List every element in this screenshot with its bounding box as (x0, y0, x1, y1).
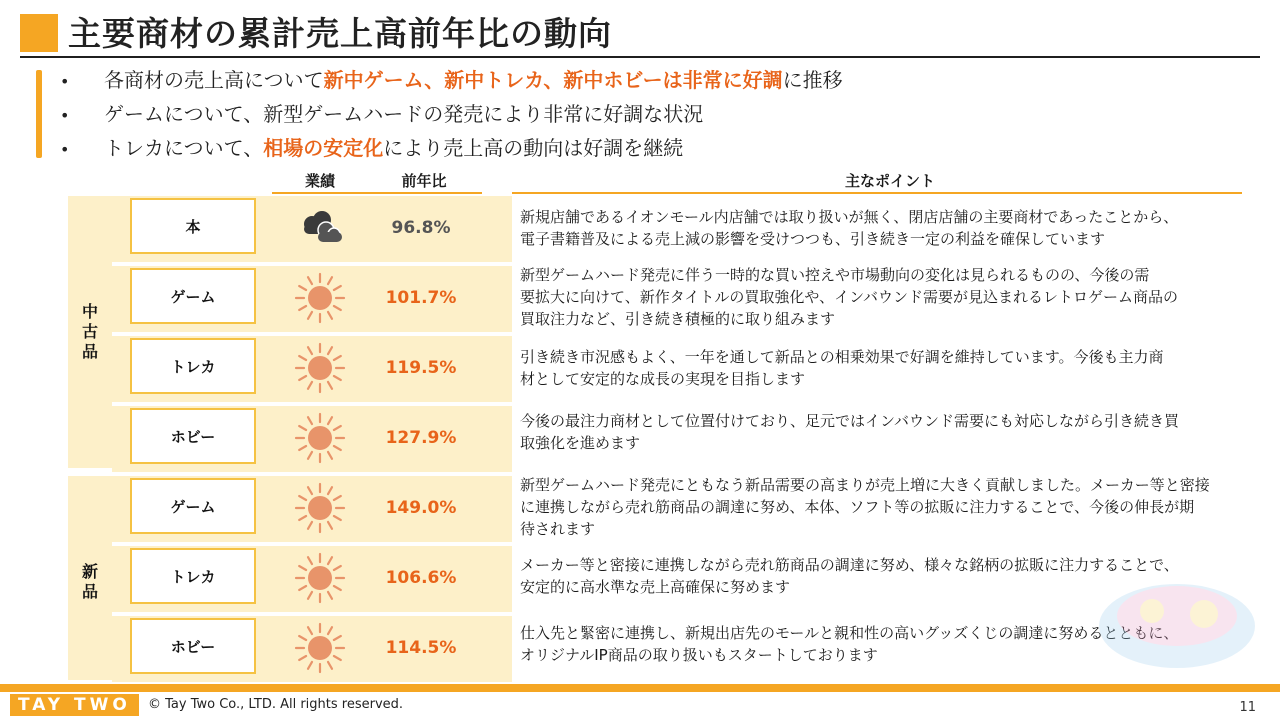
bullet-highlight: 新中ゲーム、新中トレカ、新中ホビーは非常に好調 (323, 68, 783, 92)
yoy-value: 101.7% (385, 288, 457, 308)
title-underline (20, 56, 1260, 58)
header-points: 主なポイント (844, 172, 935, 190)
category-label-used: 中 古 品 (81, 302, 98, 361)
bullet-item (60, 132, 843, 166)
company-logo: TAY TWO (10, 694, 139, 716)
yoy-value: 114.5% (385, 638, 457, 658)
sun-icon (294, 552, 346, 604)
header-performance: 業績 (304, 172, 335, 190)
copyright-text: © Tay Two Co., LTD. All rights reserved. (148, 697, 404, 712)
bullet-text: 各商材の売上高について (104, 68, 324, 92)
point-description: 引き続き市況感もよく、一年を通して新品との相乗効果で好調を維持しています。今後も主力商 材として安定的な成長の実現を目指します (520, 348, 1164, 388)
bullet-item (60, 98, 843, 132)
header-yoy: 前年比 (401, 172, 447, 190)
bullet-text: に推移 (782, 68, 843, 92)
item-label: ゲーム (130, 478, 256, 534)
sun-icon (294, 622, 346, 674)
item-label: ホビー (130, 618, 256, 674)
point-description: 新規店舗であるイオンモール内店舗では取り扱いが無く、閉店店舗の主要商材であったことから、 電子書籍普及による売上減の影響を受けつつも、引き続き一定の利益を確保しています (520, 208, 1179, 248)
sun-icon (294, 412, 346, 464)
page-number: 11 (1239, 700, 1256, 715)
yoy-value: 127.9% (385, 428, 457, 448)
item-label: ゲーム (130, 268, 256, 324)
bullet-text: により売上高の動向は好調を継続 (383, 136, 684, 160)
bullet-accent-bar (36, 70, 42, 158)
bullet-dot: • (60, 72, 70, 91)
item-label: トレカ (130, 548, 256, 604)
bullet-dot: • (60, 140, 70, 159)
point-description: 新型ゲームハード発売に伴う一時的な買い控えや市場動向の変化は見られるものの、今後の需 要拡大に向けて、新作タイトルの買取強化や、インバウンド需要が見込まれるレトロゲーム商品の 買取注力など、引き続き積極的に取り組みます (520, 266, 1179, 328)
point-description: 今後の最注力商材として位置付けており、足元ではインバウンド需要にも対応しながら引き続き買 取強化を進めます (520, 412, 1179, 452)
header-rule-left (272, 192, 482, 194)
yoy-value: 149.0% (385, 498, 457, 518)
bullet-text: ゲームについて、新型ゲームハードの発売により非常に好調な状況 (104, 102, 704, 126)
item-label: 本 (130, 198, 256, 254)
page-title: 主要商材の累計売上高前年比の動向 (68, 14, 612, 53)
yoy-value: 119.5% (385, 358, 457, 378)
category-label-new: 新 品 (81, 562, 98, 601)
header-rule-right (512, 192, 1242, 194)
sun-icon (294, 272, 346, 324)
point-description: メーカー等と密接に連携しながら売れ筋商品の調達に努め、様々な銘柄の拡販に注力することで、 安定的に高水準な売上高確保に努めます (520, 556, 1179, 596)
item-label: トレカ (130, 338, 256, 394)
mascot-watermark-icon (1092, 556, 1262, 676)
bullet-item (60, 64, 843, 98)
bullet-text: トレカについて、 (104, 136, 264, 160)
title-accent-square (20, 14, 58, 52)
item-label: ホビー (130, 408, 256, 464)
footer-bar (0, 684, 1280, 692)
sun-icon (294, 482, 346, 534)
sun-icon (294, 342, 346, 394)
bullet-highlight: 相場の安定化 (263, 136, 384, 160)
bullet-dot: • (60, 106, 70, 125)
yoy-value: 96.8% (391, 218, 451, 238)
point-description: 仕入先と緊密に連携し、新規出店先のモールと親和性の高いグッズくじの調達に努めるとともに、 オリジナルIP商品の取り扱いもスタートしております (520, 624, 1179, 664)
cloud-icon (294, 202, 346, 254)
point-description: 新型ゲームハード発売にともなう新品需要の高まりが売上増に大きく貢献しました。メーカー等と密接 に連携しながら売れ筋商品の調達に努め、本体、ソフト等の拡販に注力することで、今後の伸長が期 待されます (520, 476, 1210, 538)
summary-bullets (60, 64, 843, 166)
yoy-value: 106.6% (385, 568, 457, 588)
